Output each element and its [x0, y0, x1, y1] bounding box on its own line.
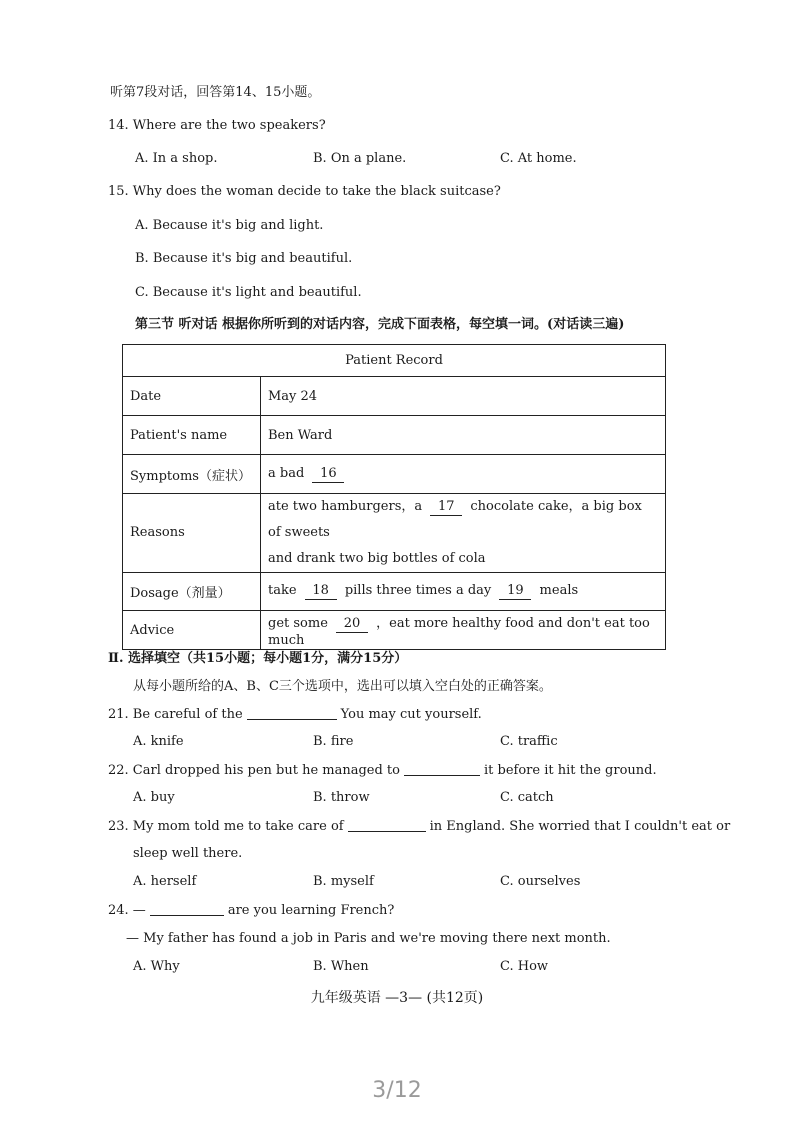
question-23-stem: 23. My mom told me to take care of in England. She worried that I couldn't eat or — [108, 819, 731, 834]
question-22-stem: 22. Carl dropped his pen but he managed to it before it hit the ground. — [108, 763, 657, 778]
reasons-label: Reasons — [123, 494, 261, 573]
part-2-instruction: 从每小题所给的A、B、C三个选项中，选出可以填入空白处的正确答案。 — [133, 679, 552, 694]
option-b: B. throw — [313, 790, 370, 805]
option-a: A. herself — [133, 874, 197, 889]
question-24-stem: 24. — are you learning French? — [108, 903, 395, 918]
blank-18[interactable]: 18 — [305, 583, 337, 600]
table-row-advice — [123, 611, 666, 650]
option-c: C. At home. — [500, 151, 577, 166]
table-row-date — [123, 377, 666, 416]
option-b: B. myself — [313, 874, 374, 889]
listening-header: 听第7段对话，回答第14、15小题。 — [110, 85, 321, 100]
question-21-stem: 21. Be careful of the You may cut yourself. — [108, 707, 482, 722]
option-a: A. buy — [133, 790, 175, 805]
advice-label: Advice — [123, 611, 261, 650]
option-c: C. ourselves — [500, 874, 581, 889]
option-a: A. knife — [133, 734, 184, 749]
option-a: A. Why — [133, 959, 180, 974]
table-row-name — [123, 416, 666, 455]
question-23-stem-line-2: sleep well there. — [133, 846, 243, 861]
option-c: C. How — [500, 959, 549, 974]
option-c: C. traffic — [500, 734, 558, 749]
table-row-symptoms — [123, 455, 666, 494]
question-15-stem: 15. Why does the woman decide to take the black suitcase? — [108, 184, 501, 199]
dosage-label: Dosage（剂量） — [123, 573, 261, 611]
page-indicator: 3/12 — [372, 1078, 422, 1103]
date-label: Date — [123, 377, 261, 416]
option-b: B. When — [313, 959, 369, 974]
symptoms-label: Symptoms（症状） — [123, 455, 261, 494]
section-3-instruction: 第三节 听对话 根据你所听到的对话内容，完成下面表格，每空填一词。(对话读三遍) — [135, 317, 625, 332]
reasons-value: ate two hamburgers，a 17 chocolate cake，a big box of sweets and drank two big bottles of cola — [261, 494, 666, 573]
table-title: Patient Record — [123, 345, 666, 377]
dosage-value: take 18 pills three times a day 19 meals — [261, 573, 666, 611]
question-15-option-a: A. Because it's big and light. — [135, 218, 324, 233]
advice-value: get some 20 ，eat more healthy food and don't eat too much — [261, 611, 666, 650]
question-15-option-c: C. Because it's light and beautiful. — [135, 285, 362, 300]
blank-16[interactable]: 16 — [312, 466, 344, 483]
symptoms-value: a bad 16 — [261, 455, 666, 494]
option-a: A. In a shop. — [135, 151, 218, 166]
date-value: May 24 — [261, 377, 666, 416]
page-footer: 九年级英语 —3— (共12页) — [310, 990, 484, 1006]
blank-17[interactable]: 17 — [430, 499, 462, 516]
patient-record-table — [122, 344, 666, 650]
option-b: B. fire — [313, 734, 354, 749]
blank-20[interactable]: 20 — [336, 616, 368, 633]
blank-19[interactable]: 19 — [499, 583, 531, 600]
table-row-dosage — [123, 573, 666, 611]
question-14-stem: 14. Where are the two speakers? — [108, 118, 326, 133]
answer-blank[interactable] — [348, 817, 426, 832]
name-label: Patient's name — [123, 416, 261, 455]
answer-blank[interactable] — [404, 761, 480, 776]
question-15-option-b: B. Because it's big and beautiful. — [135, 251, 353, 266]
option-c: C. catch — [500, 790, 554, 805]
question-24-response: — My father has found a job in Paris and we're moving there next month. — [126, 931, 611, 946]
answer-blank[interactable] — [150, 901, 224, 916]
table-row-reasons — [123, 494, 666, 573]
name-value: Ben Ward — [261, 416, 666, 455]
part-2-title: Ⅱ. 选择填空（共15小题；每小题1分，满分15分） — [108, 651, 408, 666]
answer-blank[interactable] — [247, 705, 337, 720]
option-b: B. On a plane. — [313, 151, 407, 166]
